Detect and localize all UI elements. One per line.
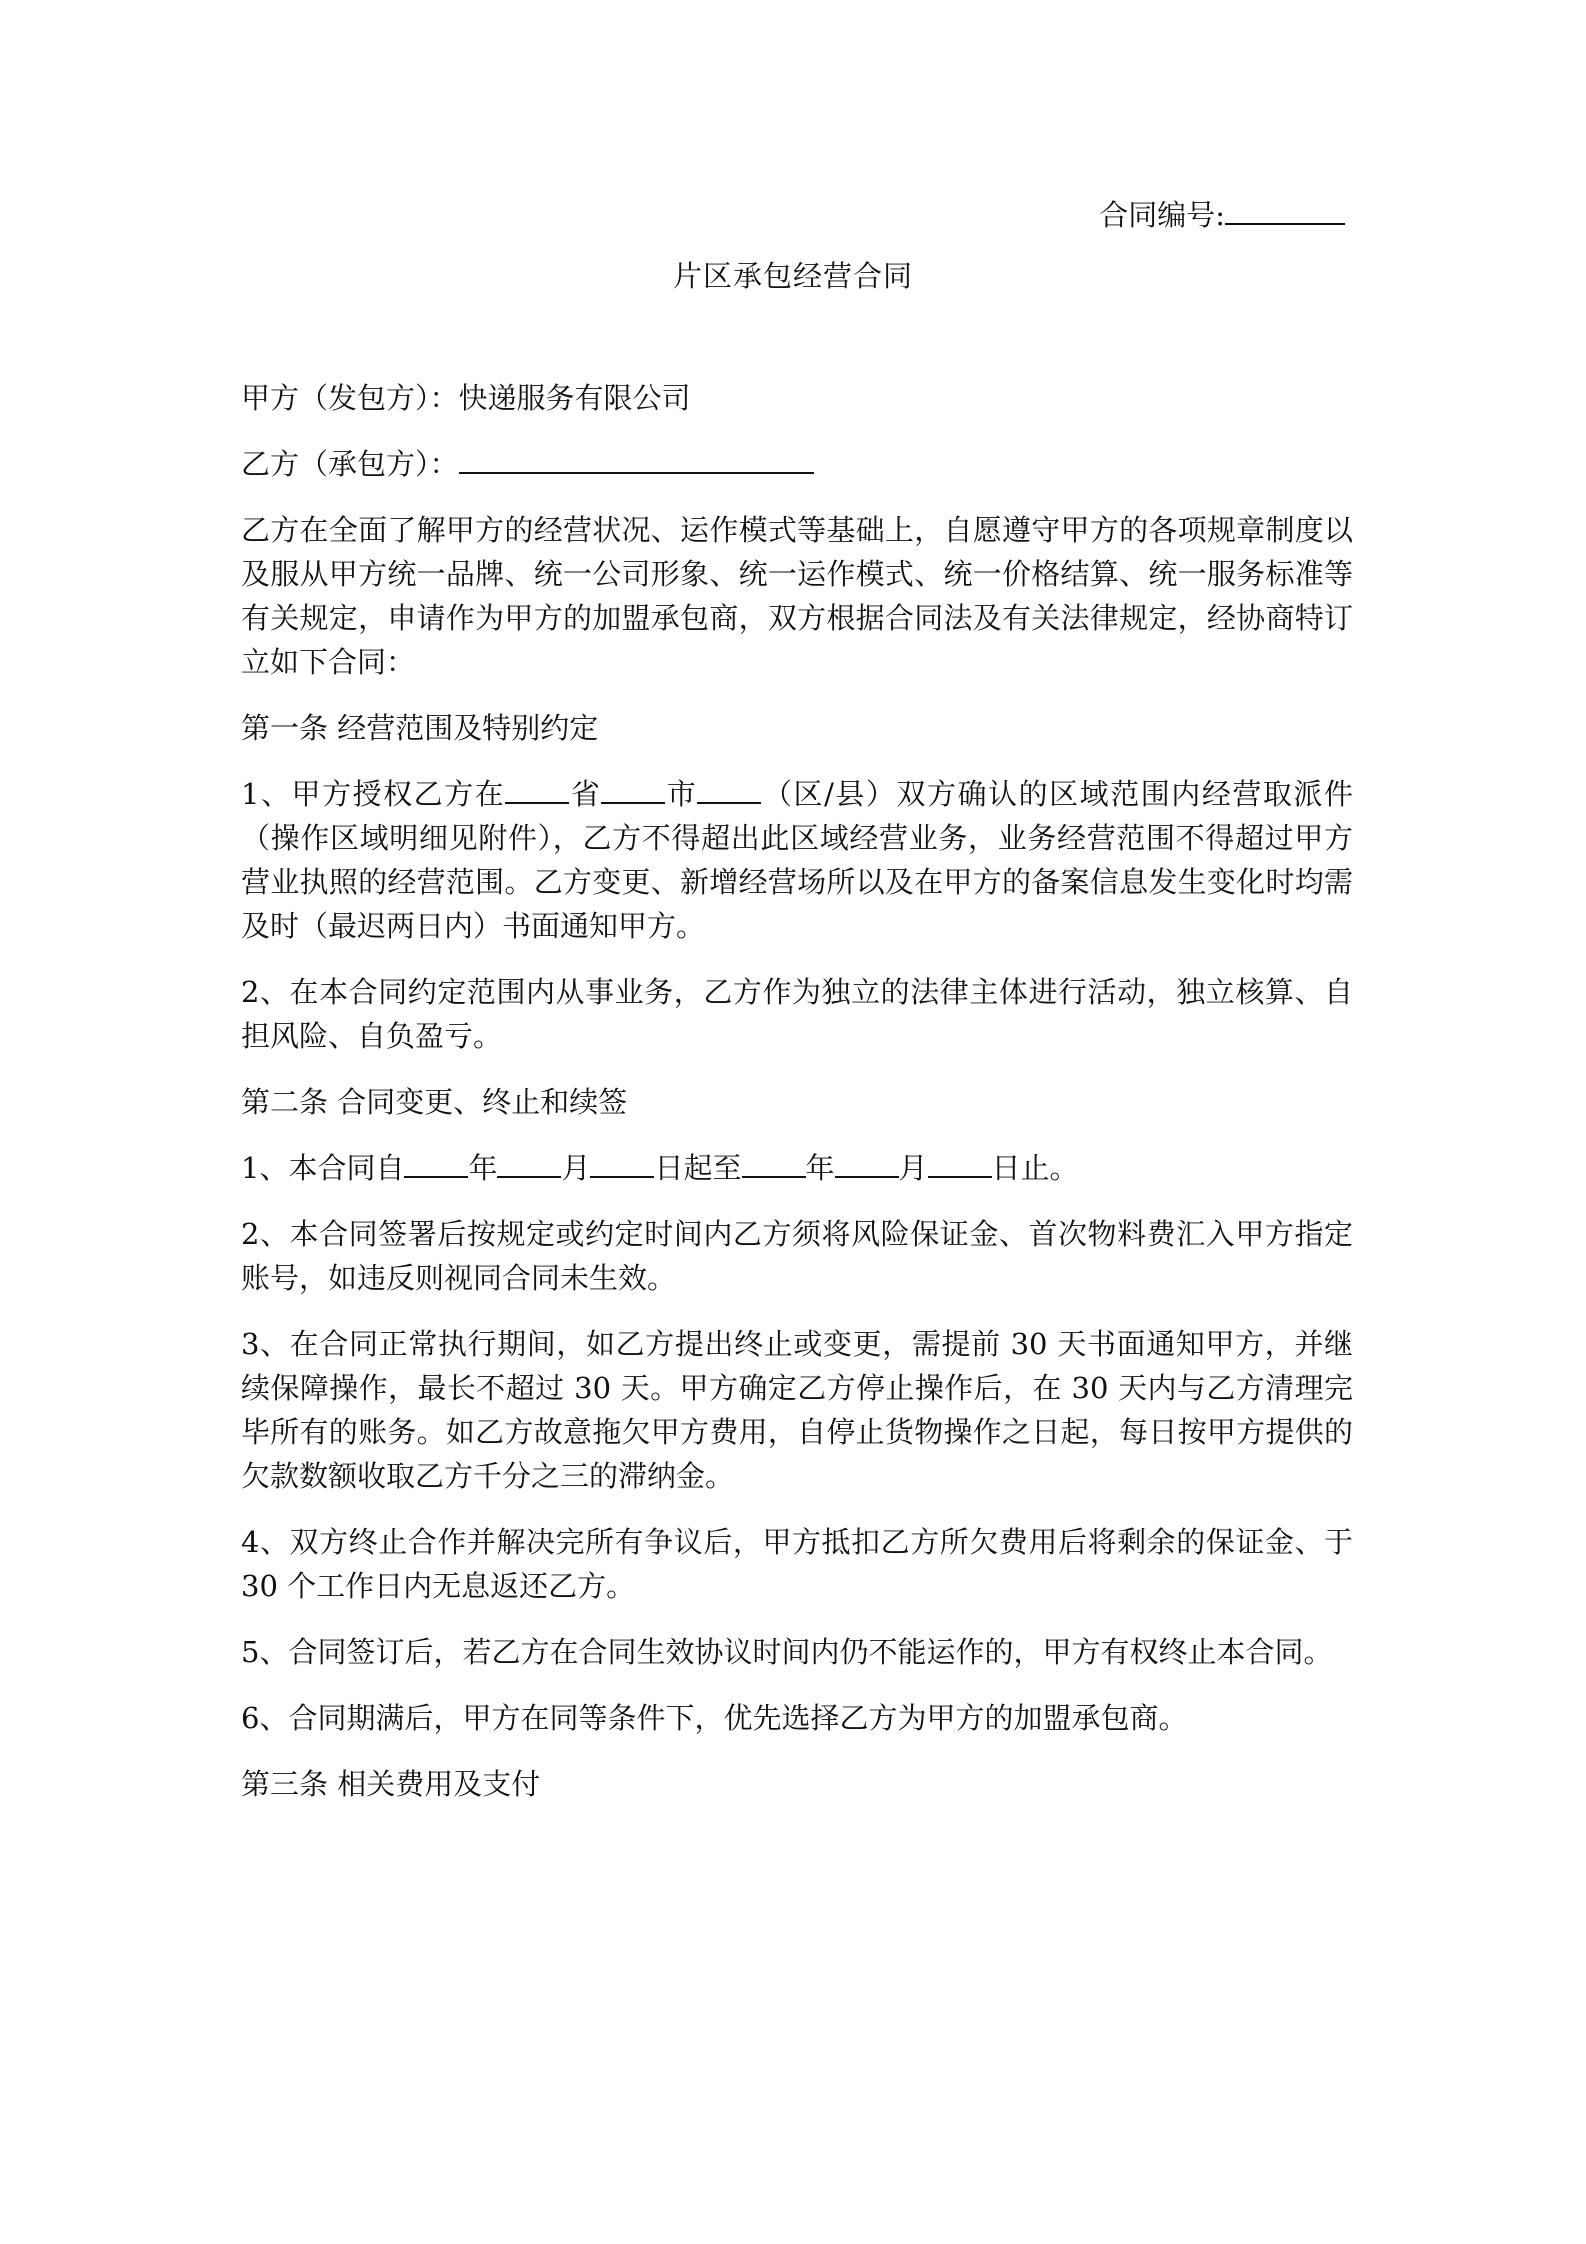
end-day-blank[interactable] xyxy=(928,1146,992,1178)
article-3-heading: 第三条 相关费用及支付 xyxy=(241,1767,541,1801)
intro-paragraph: 乙方在全面了解甲方的经营状况、运作模式等基础上，自愿遵守甲方的各项规章制度以及服从甲方统一品牌、统一公司形象、统一运作模式、统一价格结算、统一服务标准等有关规定，申请作为甲方的加盟承包商，双方根据合同法及有关法律规定，经协商特订立如下合同： xyxy=(241,513,1353,679)
contract-number-label: 合同编号: xyxy=(1099,198,1225,232)
article-1-clause-2: 2、在本合同约定范围内从事业务，乙方作为独立的法律主体进行活动，独立核算、自担风险、自负盈亏。 xyxy=(241,975,1353,1053)
clause-text: 日止。 xyxy=(991,1151,1079,1185)
clause-text: 年 xyxy=(468,1151,498,1185)
article-1-clause-1 xyxy=(241,772,1353,948)
start-year-blank[interactable] xyxy=(404,1146,468,1178)
start-month-blank[interactable] xyxy=(497,1146,561,1178)
article-2-clause-2: 2、本合同签署后按规定或约定时间内乙方须将风险保证金、首次物料费汇入甲方指定账号，如违反则视同合同未生效。 xyxy=(241,1217,1353,1295)
article-2-clause-1 xyxy=(241,1146,1353,1190)
document-title: 片区承包经营合同 xyxy=(672,259,913,293)
clause-text: 年 xyxy=(805,1151,835,1185)
clause-text: 1、甲方授权乙方在 xyxy=(241,777,506,811)
clause-text: 省 xyxy=(569,777,602,811)
article-2-clause-4: 4、双方终止合作并解决完所有争议后，甲方抵扣乙方所欠费用后将剩余的保证金、于 30 个工作日内无息返还乙方。 xyxy=(241,1525,1353,1603)
start-day-blank[interactable] xyxy=(590,1146,654,1178)
clause-text: （区/县）双方确认的区域范围内经营取派件（操作区域明细见附件），乙方不得超出此区域经营业务，业务经营范围不得超过甲方营业执照的经营范围。乙方变更、新增经营场所以及在甲方的备案信息发生变化时均需及时（最迟两日内）书面通知甲方。 xyxy=(241,777,1353,943)
party-b-label: 乙方（承包方）： xyxy=(241,447,459,481)
end-year-blank[interactable] xyxy=(742,1146,806,1178)
article-2-clause-6: 6、合同期满后，甲方在同等条件下，优先选择乙方为甲方的加盟承包商。 xyxy=(241,1701,1188,1735)
end-month-blank[interactable] xyxy=(835,1146,899,1178)
article-1-heading: 第一条 经营范围及特别约定 xyxy=(241,711,599,745)
party-b xyxy=(241,442,1353,486)
clause-text: 月 xyxy=(561,1151,591,1185)
contract-number-blank[interactable] xyxy=(1225,195,1345,225)
clause-text: 1、本合同自 xyxy=(241,1151,405,1185)
party-a: 甲方（发包方）：快递服务有限公司 xyxy=(241,381,691,415)
province-blank[interactable] xyxy=(505,772,569,804)
clause-text: 日起至 xyxy=(654,1151,742,1185)
party-b-blank[interactable] xyxy=(459,442,814,474)
clause-text: 月 xyxy=(898,1151,928,1185)
article-2-clause-5: 5、合同签订后，若乙方在合同生效协议时间内仍不能运作的，甲方有权终止本合同。 xyxy=(241,1635,1333,1669)
contract-number-line xyxy=(1099,193,1345,237)
clause-text: 市 xyxy=(665,777,698,811)
article-2-clause-3: 3、在合同正常执行期间，如乙方提出终止或变更，需提前 30 天书面通知甲方，并继续保障操作，最长不超过 30 天。甲方确定乙方停止操作后，在 30 天内与乙方清理完毕所有的账务。如乙方故意拖欠甲方费用，自停止货物操作之日起，每日按甲方提供的欠款数额收取乙方千分之三的滞纳金。 xyxy=(241,1327,1353,1493)
document-body xyxy=(241,376,1353,1806)
district-blank[interactable] xyxy=(697,772,761,804)
article-2-heading: 第二条 合同变更、终止和续签 xyxy=(241,1085,628,1119)
city-blank[interactable] xyxy=(601,772,665,804)
